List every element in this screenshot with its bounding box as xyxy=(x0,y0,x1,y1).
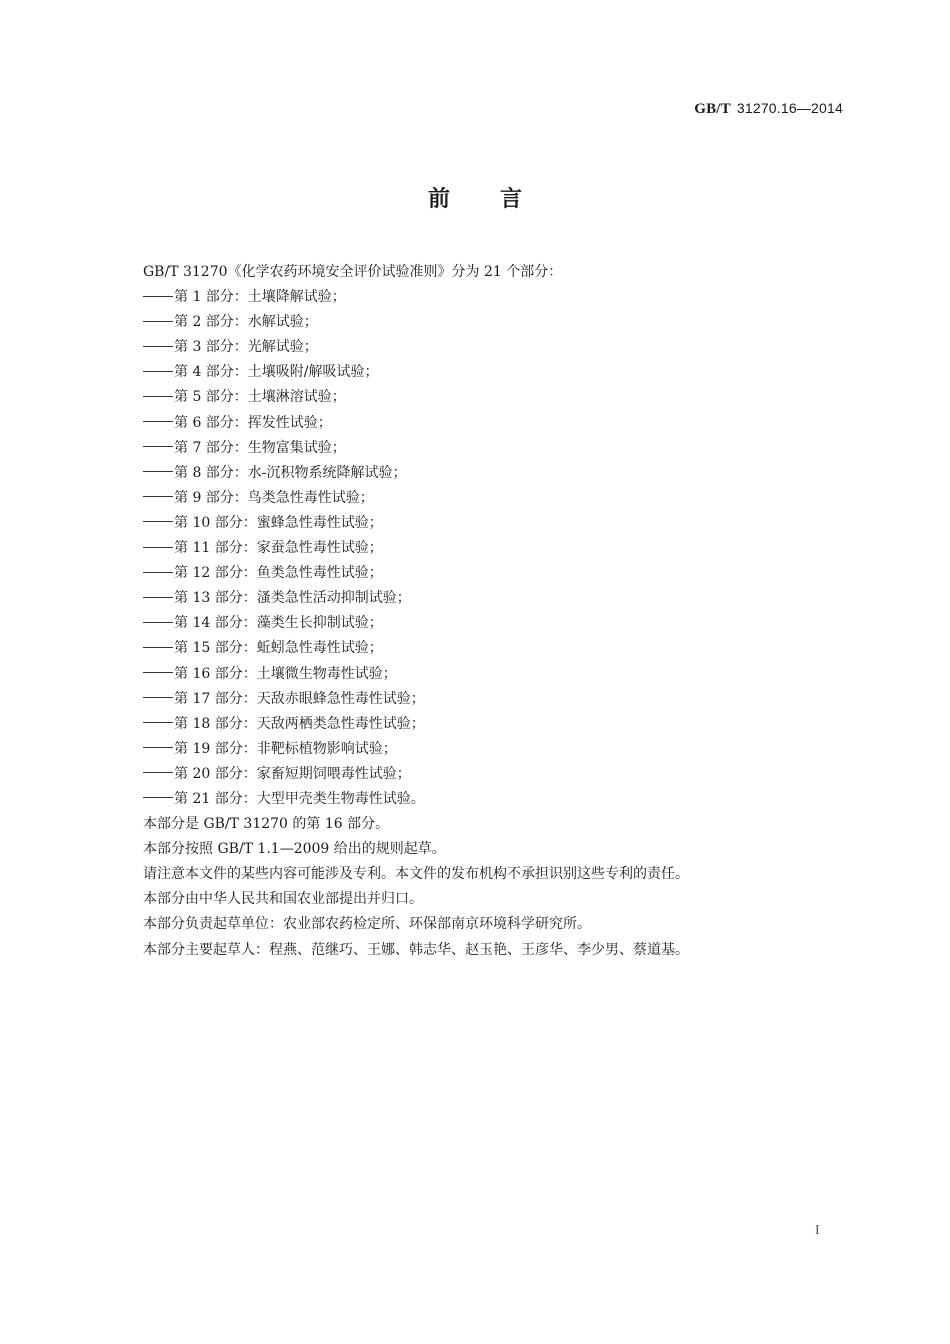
list-item xyxy=(143,285,823,310)
em-dash xyxy=(143,597,173,598)
list-item xyxy=(143,662,823,687)
list-item xyxy=(143,310,823,335)
list-item-text: 第 20 部分：家畜短期饲喂毒性试验； xyxy=(174,765,411,782)
em-dash xyxy=(143,396,173,397)
list-item xyxy=(143,712,823,737)
em-dash xyxy=(143,346,173,347)
list-item-text: 第 7 部分：生物富集试验； xyxy=(174,439,346,456)
em-dash xyxy=(143,471,173,472)
list-item-text: 第 2 部分：水解试验； xyxy=(174,314,318,331)
em-dash xyxy=(143,446,173,447)
statements xyxy=(143,812,823,963)
list-item-text: 第 9 部分：鸟类急性毒性试验； xyxy=(174,489,374,506)
list-item-text: 第 12 部分：鱼类急性毒性试验； xyxy=(174,565,383,582)
statement-patent-notice: 请注意本文件的某些内容可能涉及专利。本文件的发布机构不承担识别这些专利的责任。 xyxy=(143,866,689,883)
list-item xyxy=(143,411,823,436)
em-dash xyxy=(143,747,173,748)
list-item-text: 第 10 部分：蜜蜂急性毒性试验； xyxy=(174,514,383,531)
list-item xyxy=(143,762,823,787)
list-item-text: 第 19 部分：非靶标植物影响试验； xyxy=(174,740,397,757)
list-item-text: 第 5 部分：土壤淋溶试验； xyxy=(174,389,346,406)
list-item xyxy=(143,461,823,486)
page-number: I xyxy=(815,1223,820,1238)
list-item-text: 第 4 部分：土壤吸附/解吸试验； xyxy=(174,364,379,381)
list-item-text: 第 15 部分：蚯蚓急性毒性试验； xyxy=(174,640,383,657)
list-item-text: 第 14 部分：藻类生长抑制试验； xyxy=(174,615,383,632)
document-code-number: 31270.16—2014 xyxy=(736,100,843,116)
em-dash xyxy=(143,622,173,623)
intro-paragraph: GB/T 31270《化学农药环境安全评价试验准则》分为 21 个部分： xyxy=(143,264,563,280)
list-item xyxy=(143,536,823,561)
list-item xyxy=(143,436,823,461)
list-item xyxy=(143,787,823,812)
document-code-prefix: GB/T xyxy=(694,101,731,117)
page-title xyxy=(0,182,950,213)
foreword-body xyxy=(143,260,823,963)
statement-drafters: 本部分主要起草人：程燕、范继巧、王娜、韩志华、赵玉艳、王彦华、李少男、蔡道基。 xyxy=(143,941,689,958)
em-dash xyxy=(143,722,173,723)
statement-proposer: 本部分由中华人民共和国农业部提出并归口。 xyxy=(143,891,423,908)
parts-list xyxy=(143,285,823,812)
em-dash xyxy=(143,547,173,548)
list-item xyxy=(143,385,823,410)
list-item-text: 第 21 部分：大型甲壳类生物毒性试验。 xyxy=(174,790,425,807)
em-dash xyxy=(143,371,173,372)
list-item xyxy=(143,687,823,712)
em-dash xyxy=(143,797,173,798)
em-dash xyxy=(143,421,173,422)
statement-drafting-rules: 本部分按照 GB/T 1.1—2009 给出的规则起草。 xyxy=(143,841,446,858)
list-item-text: 第 17 部分：天敌赤眼蜂急性毒性试验； xyxy=(174,690,425,707)
list-item-text: 第 11 部分：家蚕急性毒性试验； xyxy=(174,540,383,557)
document-code xyxy=(694,100,843,118)
em-dash xyxy=(143,572,173,573)
statement-part-number: 本部分是 GB/T 31270 的第 16 部分。 xyxy=(143,816,390,833)
list-item-text: 第 13 部分：溞类急性活动抑制试验； xyxy=(174,590,411,607)
page-title-char-2: 言 xyxy=(500,187,523,212)
em-dash xyxy=(143,296,173,297)
em-dash xyxy=(143,496,173,497)
list-item xyxy=(143,511,823,536)
list-item xyxy=(143,561,823,586)
list-item-text: 第 6 部分：挥发性试验； xyxy=(174,414,332,431)
em-dash xyxy=(143,772,173,773)
list-item-text: 第 3 部分：光解试验； xyxy=(174,339,318,356)
list-item-text: 第 1 部分：土壤降解试验； xyxy=(174,289,346,306)
list-item-text: 第 18 部分：天敌两栖类急性毒性试验； xyxy=(174,715,425,732)
list-item-text: 第 16 部分：土壤微生物毒性试验； xyxy=(174,665,397,682)
statement-drafting-units: 本部分负责起草单位：农业部农药检定所、环保部南京环境科学研究所。 xyxy=(143,916,591,933)
list-item xyxy=(143,611,823,636)
em-dash xyxy=(143,697,173,698)
em-dash xyxy=(143,647,173,648)
list-item xyxy=(143,636,823,661)
list-item xyxy=(143,486,823,511)
list-item xyxy=(143,586,823,611)
list-item-text: 第 8 部分：水-沉积物系统降解试验； xyxy=(174,464,407,481)
list-item xyxy=(143,737,823,762)
em-dash xyxy=(143,672,173,673)
list-item xyxy=(143,360,823,385)
list-item xyxy=(143,335,823,360)
em-dash xyxy=(143,521,173,522)
page-title-char-1: 前 xyxy=(427,187,450,212)
em-dash xyxy=(143,321,173,322)
